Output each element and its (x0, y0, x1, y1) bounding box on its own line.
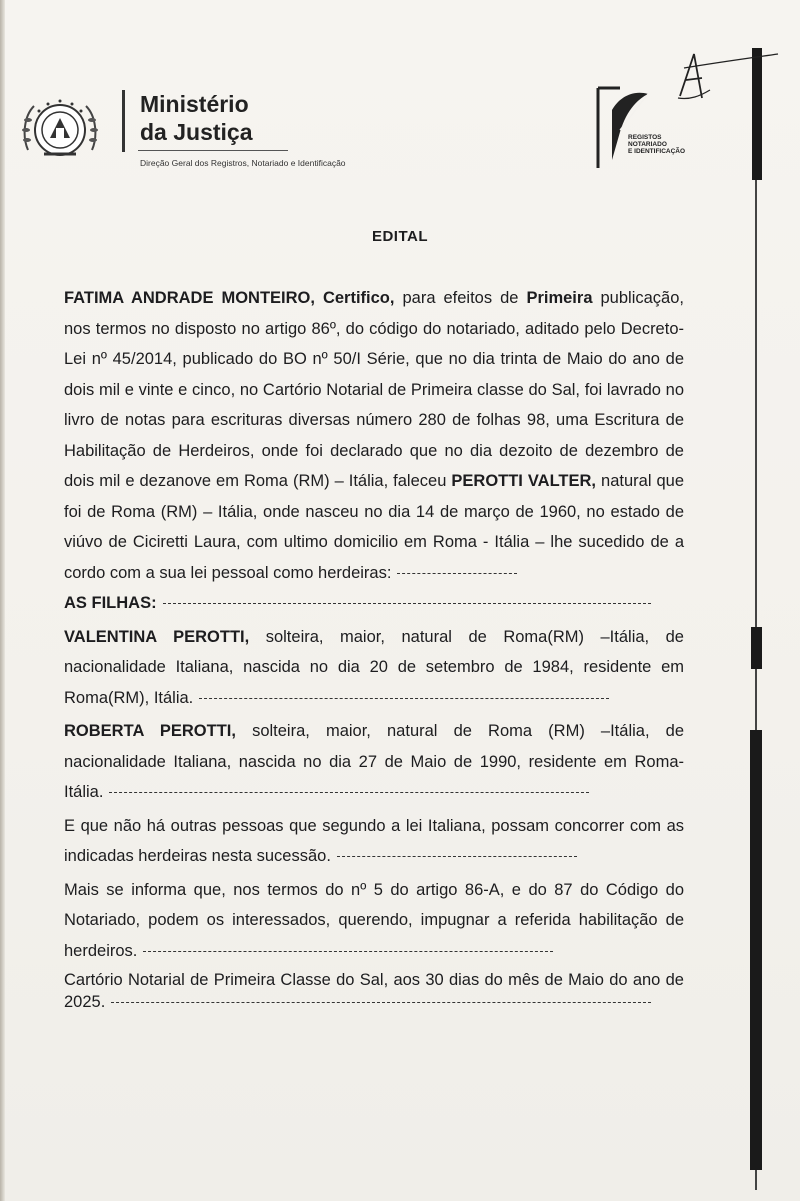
certification-text-2: publicação, nos termos no disposto no artigo 86º, do código do notariado, aditado pelo Decreto-Lei nº 45/2014, publicado do BO nº 50/I Série, que no dia trinta de Maio do ano de dois mil e vinte e cinco, no Cartório Notarial de Primeira classe do Sal, foi lavrado no livro de notas para escrituras diversas número 280 de folhas 98, uma Escritura de Habilitação de Herdeiros, onde foi declarado que no dia dezoito de dezembro de dois mil e dezanove em Roma (RM) – Itália, faleceu (64, 289, 684, 490)
dash-fill (337, 856, 577, 857)
registos-line2: NOTARIADO (628, 141, 667, 148)
paragraph-impugnation-notice (64, 875, 684, 967)
dash-fill (111, 1002, 651, 1003)
dash-fill (109, 792, 589, 793)
certifico-word: Certifico, (322, 289, 395, 307)
ministry-underline (138, 150, 288, 151)
certification-text-1: para efeitos de (402, 289, 519, 307)
heir1-details: solteira, maior, natural de Roma(RM) –Itália, de nacionalidade Italiana, nascida no dia 20 de setembro de 1984, residente em Roma(RM), Itália. (64, 627, 684, 707)
heirs-heading-row (64, 588, 684, 619)
header-divider (122, 90, 125, 152)
heir1-name: VALENTINA PEROTTI, (64, 627, 250, 646)
ministry-subtitle: Direção Geral dos Registros, Notariado e Identificação (140, 158, 346, 168)
registos-label (628, 134, 708, 155)
coat-of-arms-icon (18, 88, 102, 172)
ministry-header (18, 80, 378, 180)
impugnation-text: Mais se informa que, nos termos do nº 5 do artigo 86-A, e do 87 do Código do Notariado, podem os interessados, querendo, impugnar a referida habilitação de herdeiros. (64, 880, 684, 960)
dash-fill (143, 951, 553, 952)
paragraph-heir-2 (64, 716, 684, 808)
dash-fill (397, 573, 517, 574)
registos-line3: E IDENTIFICAÇÃO (628, 148, 686, 155)
paragraph-heir-1 (64, 622, 684, 714)
margin-bar-bottom (750, 730, 762, 1170)
document-title: EDITAL (371, 228, 429, 245)
heir2-name: ROBERTA PEROTTI, (64, 722, 236, 740)
paragraph-certification (64, 283, 684, 588)
deceased-name: PEROTTI VALTER, (451, 472, 597, 490)
document-body (64, 283, 684, 1013)
ministry-title-line1: Ministério (140, 91, 249, 117)
margin-bar-middle (751, 627, 762, 669)
signature-mark (640, 40, 780, 110)
paragraph-closing (64, 969, 684, 1013)
closing-text: Cartório Notarial de Primeira Classe do Sal, aos 30 dias do mês de Maio do ano de 2025. (64, 971, 684, 1011)
page-edge (0, 0, 5, 1201)
ministry-title-line2: da Justiça (140, 119, 253, 145)
paragraph-no-other-heirs (64, 811, 684, 872)
heir2-details: solteira, maior, natural de Roma (RM) –Itália, de nacionalidade Italiana, nascida no dia 27 de Maio de 1990, residente em Roma-Itália. (64, 722, 685, 801)
dash-fill (199, 698, 609, 699)
no-other-heirs-text: E que não há outras pessoas que segundo a lei Italiana, possam concorrer com as indicadas herdeiras nesta sucessão. (64, 816, 684, 865)
ministry-title (140, 90, 253, 146)
certification-text-3: natural que foi de Roma (RM) – Itália, onde nasceu no dia 14 de março de 1960, no estado de viúvo de Ciciretti Laura, com ultimo domicilio em Roma - Itália – lhe sucedido de a cordo com a sua lei pessoal como herdeiras: (64, 472, 684, 582)
registos-line1: REGISTOS (628, 134, 662, 141)
notary-name: FATIMA ANDRADE MONTEIRO, (64, 289, 315, 307)
heirs-heading: AS FILHAS: (64, 594, 157, 612)
dash-fill (163, 603, 651, 604)
primeira-word: Primeira (526, 289, 593, 307)
